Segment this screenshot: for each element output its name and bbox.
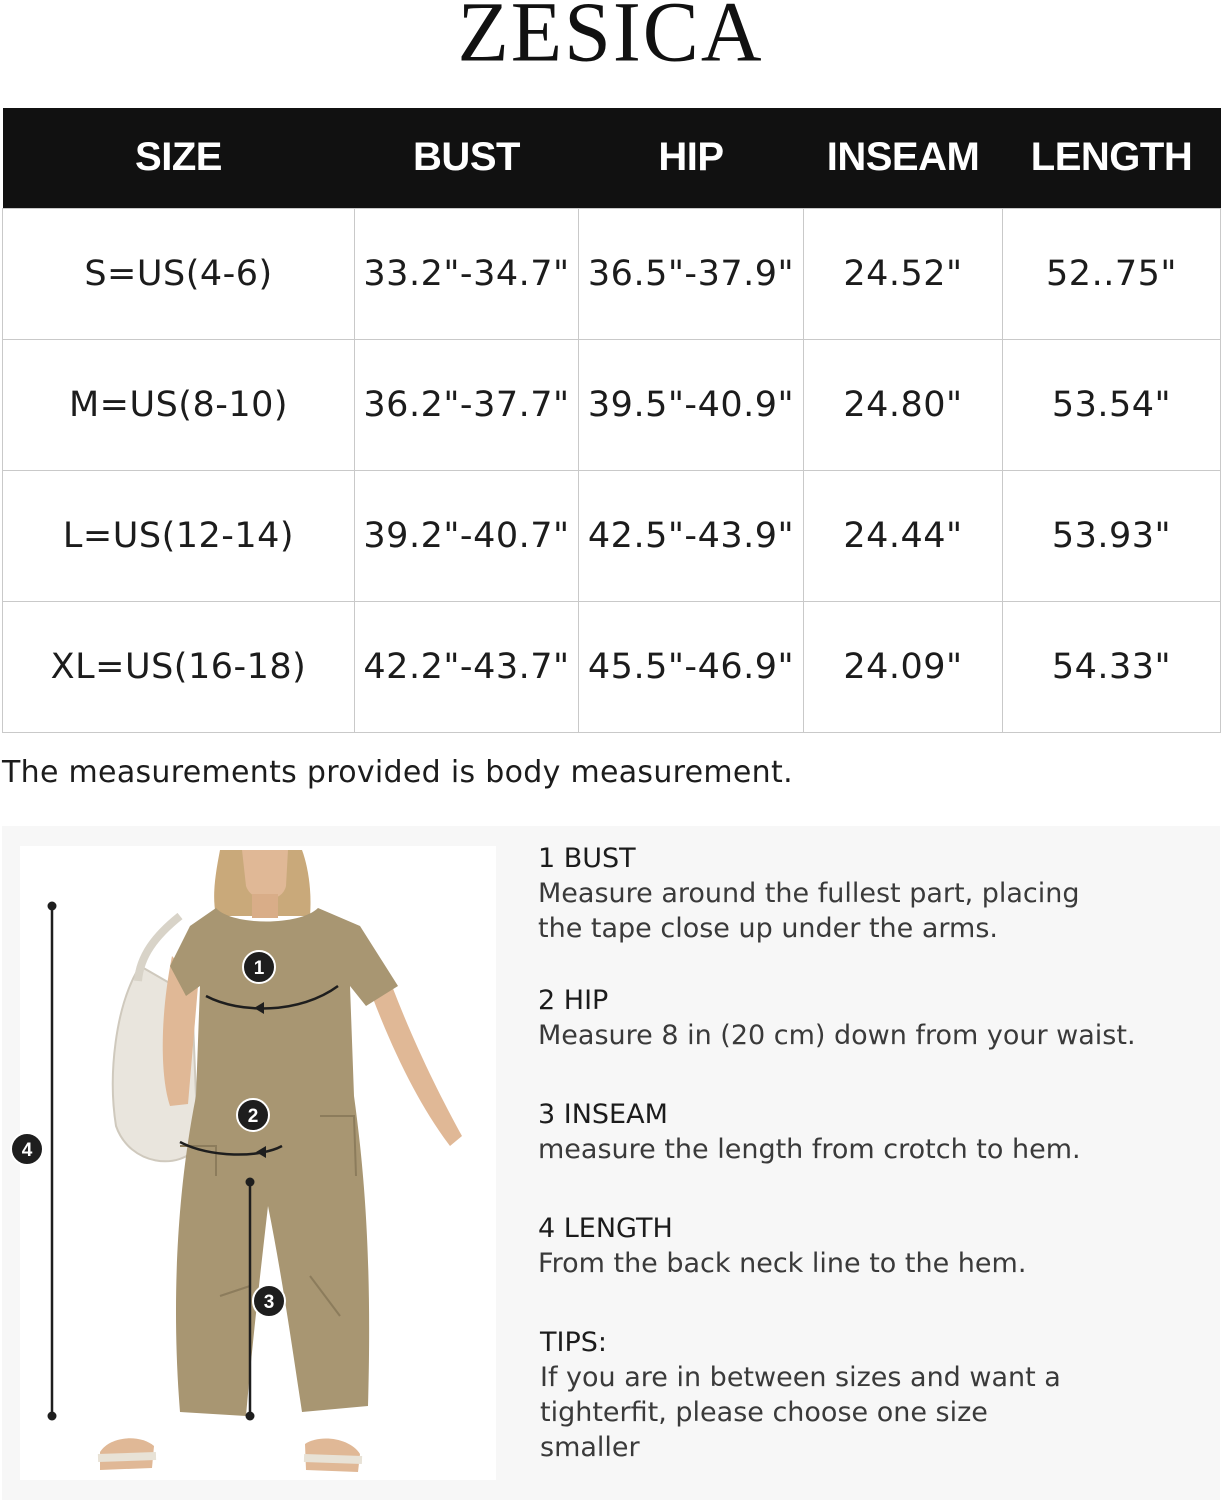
instruction-bust: [538, 842, 1198, 946]
table-row: [3, 208, 1221, 339]
instruction-title: 1 BUST: [538, 843, 636, 874]
marker-inseam: 3: [252, 1284, 286, 1318]
cell-inseam: 24.44": [804, 470, 1003, 601]
cell-hip: 39.5"-40.9": [579, 339, 804, 470]
cell-hip: 45.5"-46.9": [579, 601, 804, 732]
header-length: LENGTH: [1003, 108, 1221, 208]
header-hip: HIP: [579, 108, 804, 208]
cell-bust: 39.2"-40.7": [355, 470, 579, 601]
cell-bust: 36.2"-37.7": [355, 339, 579, 470]
cell-size: S=US(4-6): [3, 208, 355, 339]
cell-bust: 33.2"-34.7": [355, 208, 579, 339]
header-size: SIZE: [3, 108, 355, 208]
cell-length: 53.93": [1003, 470, 1221, 601]
table-row: [3, 470, 1221, 601]
instruction-text: measure the length from crotch to hem.: [538, 1134, 1081, 1165]
tips-title: TIPS:: [540, 1327, 607, 1358]
tips-text: tighterfit, please choose one size: [540, 1397, 988, 1428]
instruction-text: the tape close up under the arms.: [538, 913, 998, 944]
cell-size: M=US(8-10): [3, 339, 355, 470]
cell-hip: 36.5"-37.9": [579, 208, 804, 339]
measurement-note: The measurements provided is body measurement.: [2, 755, 793, 790]
brand-logo: ZESICA: [457, 0, 764, 80]
table-header-row: [3, 108, 1221, 208]
cell-inseam: 24.52": [804, 208, 1003, 339]
marker-bust: 1: [242, 950, 276, 984]
header-inseam: INSEAM: [804, 108, 1003, 208]
instruction-text: From the back neck line to the hem.: [538, 1248, 1027, 1279]
instruction-hip: [538, 984, 1198, 1053]
cell-hip: 42.5"-43.9": [579, 470, 804, 601]
instruction-length: [538, 1212, 1198, 1281]
cell-length: 52..75": [1003, 208, 1221, 339]
cell-inseam: 24.80": [804, 339, 1003, 470]
instruction-title: 2 HIP: [538, 985, 609, 1016]
instruction-text: Measure around the fullest part, placing: [538, 878, 1080, 909]
cell-size: XL=US(16-18): [3, 601, 355, 732]
cell-inseam: 24.09": [804, 601, 1003, 732]
tips-text: smaller: [540, 1432, 640, 1463]
size-chart-table: [2, 108, 1221, 733]
cell-length: 53.54": [1003, 339, 1221, 470]
table-row: [3, 601, 1221, 732]
instruction-inseam: [538, 1098, 1198, 1167]
instruction-title: 3 INSEAM: [538, 1099, 668, 1130]
tips-text: If you are in between sizes and want a: [540, 1362, 1061, 1393]
header-bust: BUST: [355, 108, 579, 208]
cell-size: L=US(12-14): [3, 470, 355, 601]
measurement-guide: [2, 826, 1220, 1500]
instruction-text: Measure 8 in (20 cm) down from your waist.: [538, 1020, 1136, 1051]
instruction-tips: [540, 1326, 1200, 1465]
cell-length: 54.33": [1003, 601, 1221, 732]
instruction-title: 4 LENGTH: [538, 1213, 673, 1244]
table-row: [3, 339, 1221, 470]
marker-hip: 2: [236, 1098, 270, 1132]
marker-length: 4: [10, 1132, 44, 1166]
jumpsuit-figure: [20, 846, 496, 1480]
cell-bust: 42.2"-43.7": [355, 601, 579, 732]
model-illustration: [20, 846, 496, 1480]
